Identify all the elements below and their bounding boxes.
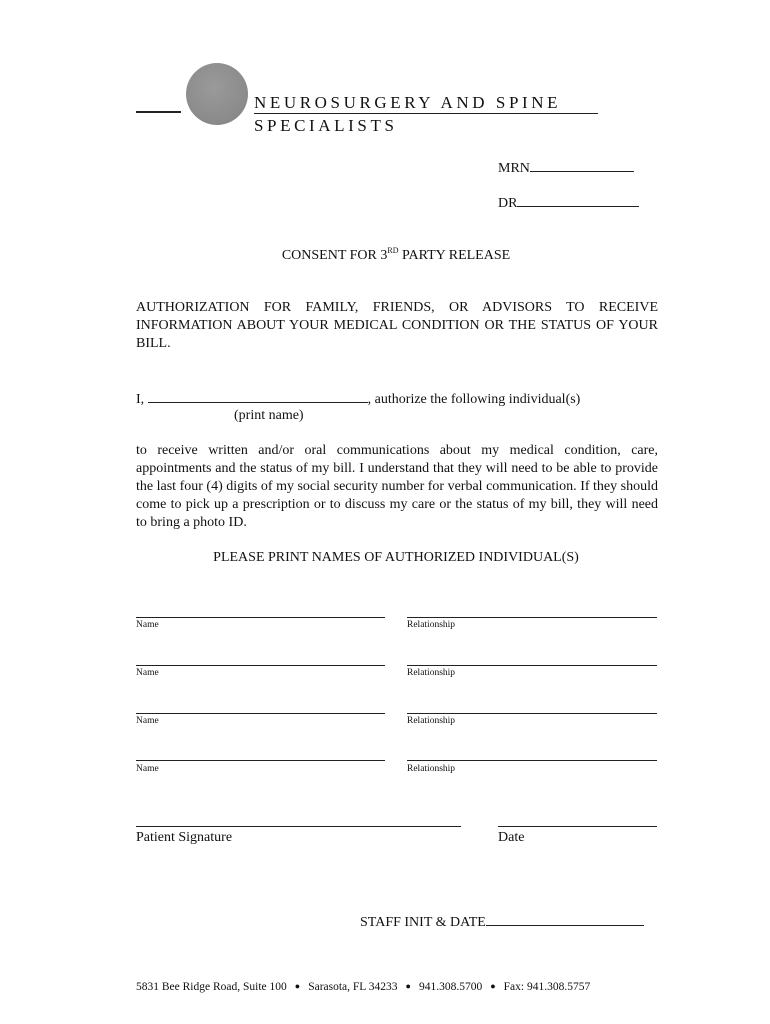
title-superscript: RD [387, 246, 399, 255]
footer-address: 5831 Bee Ridge Road, Suite 100 [136, 981, 287, 993]
name-line-2[interactable] [136, 665, 385, 666]
footer-fax: Fax: 941.308.5757 [503, 981, 591, 993]
org-name-line1: NEUROSURGERY AND SPINE [254, 93, 598, 114]
bullet-icon: ● [405, 981, 411, 991]
bullet-icon: ● [294, 981, 301, 991]
mrn-field[interactable] [498, 158, 634, 178]
dr-label: DR [498, 196, 518, 211]
bullet-icon: ● [490, 981, 496, 991]
relationship-line-4[interactable] [407, 760, 657, 761]
staff-init-line[interactable] [486, 912, 644, 926]
name-label-2: Name [136, 668, 159, 678]
title-prefix: CONSENT FOR 3 [281, 248, 388, 263]
org-name-line2: SPECIALISTS [254, 116, 398, 135]
mrn-line[interactable] [530, 158, 634, 172]
authorizer-line [136, 389, 580, 409]
date-label: Date [498, 830, 525, 845]
relationship-line-1[interactable] [407, 617, 657, 618]
footer-contact [136, 981, 590, 993]
name-line-1[interactable] [136, 617, 385, 618]
date-line[interactable] [498, 826, 657, 827]
staff-init-label: STAFF INIT & DATE [360, 915, 486, 930]
i-suffix: , authorize the following individual(s) [367, 392, 581, 407]
staff-init-field[interactable] [360, 912, 644, 931]
authorization-heading: AUTHORIZATION FOR FAMILY, FRIENDS, OR ADVISORS TO RECEIVE INFORMATION ABOUT YOUR MEDICAL CONDITION OR THE STATUS OF YOUR BILL. [136, 300, 658, 351]
form-title [0, 246, 770, 264]
please-print-heading: PLEASE PRINT NAMES OF AUTHORIZED INDIVIDUAL(S) [213, 550, 579, 565]
name-line-4[interactable] [136, 760, 385, 761]
logo-dash [136, 111, 181, 113]
print-name-input[interactable] [148, 389, 368, 403]
relationship-label-1: Relationship [407, 620, 456, 630]
relationship-label-3: Relationship [407, 716, 456, 726]
dr-field[interactable] [498, 193, 639, 213]
relationship-label-4: Relationship [407, 764, 456, 774]
consent-body-text: to receive written and/or oral communications about my medical condition, care, appointments and the status of my bill. I understand that they will need to be able to provide the last four (4) digits of my social security number for verbal communication. If they should come to pick up a prescription or to discuss my care or the status of my bill, they will need to bring a photo ID. [136, 443, 658, 530]
name-label-4: Name [136, 764, 159, 774]
mrn-label: MRN [498, 161, 530, 176]
footer-phone: 941.308.5700 [418, 981, 483, 993]
title-suffix: PARTY RELEASE [398, 248, 511, 263]
name-label-3: Name [136, 716, 159, 726]
relationship-label-2: Relationship [407, 668, 456, 678]
patient-signature-label: Patient Signature [136, 830, 233, 845]
logo-circle-icon [186, 63, 248, 125]
relationship-line-2[interactable] [407, 665, 657, 666]
dr-line[interactable] [517, 193, 639, 207]
footer-city: Sarasota, FL 34233 [308, 981, 398, 993]
patient-signature-line[interactable] [136, 826, 461, 827]
name-label-1: Name [136, 620, 159, 630]
name-line-3[interactable] [136, 713, 385, 714]
i-prefix: I, [136, 392, 148, 407]
print-name-label: (print name) [234, 408, 304, 423]
relationship-line-3[interactable] [407, 713, 657, 714]
